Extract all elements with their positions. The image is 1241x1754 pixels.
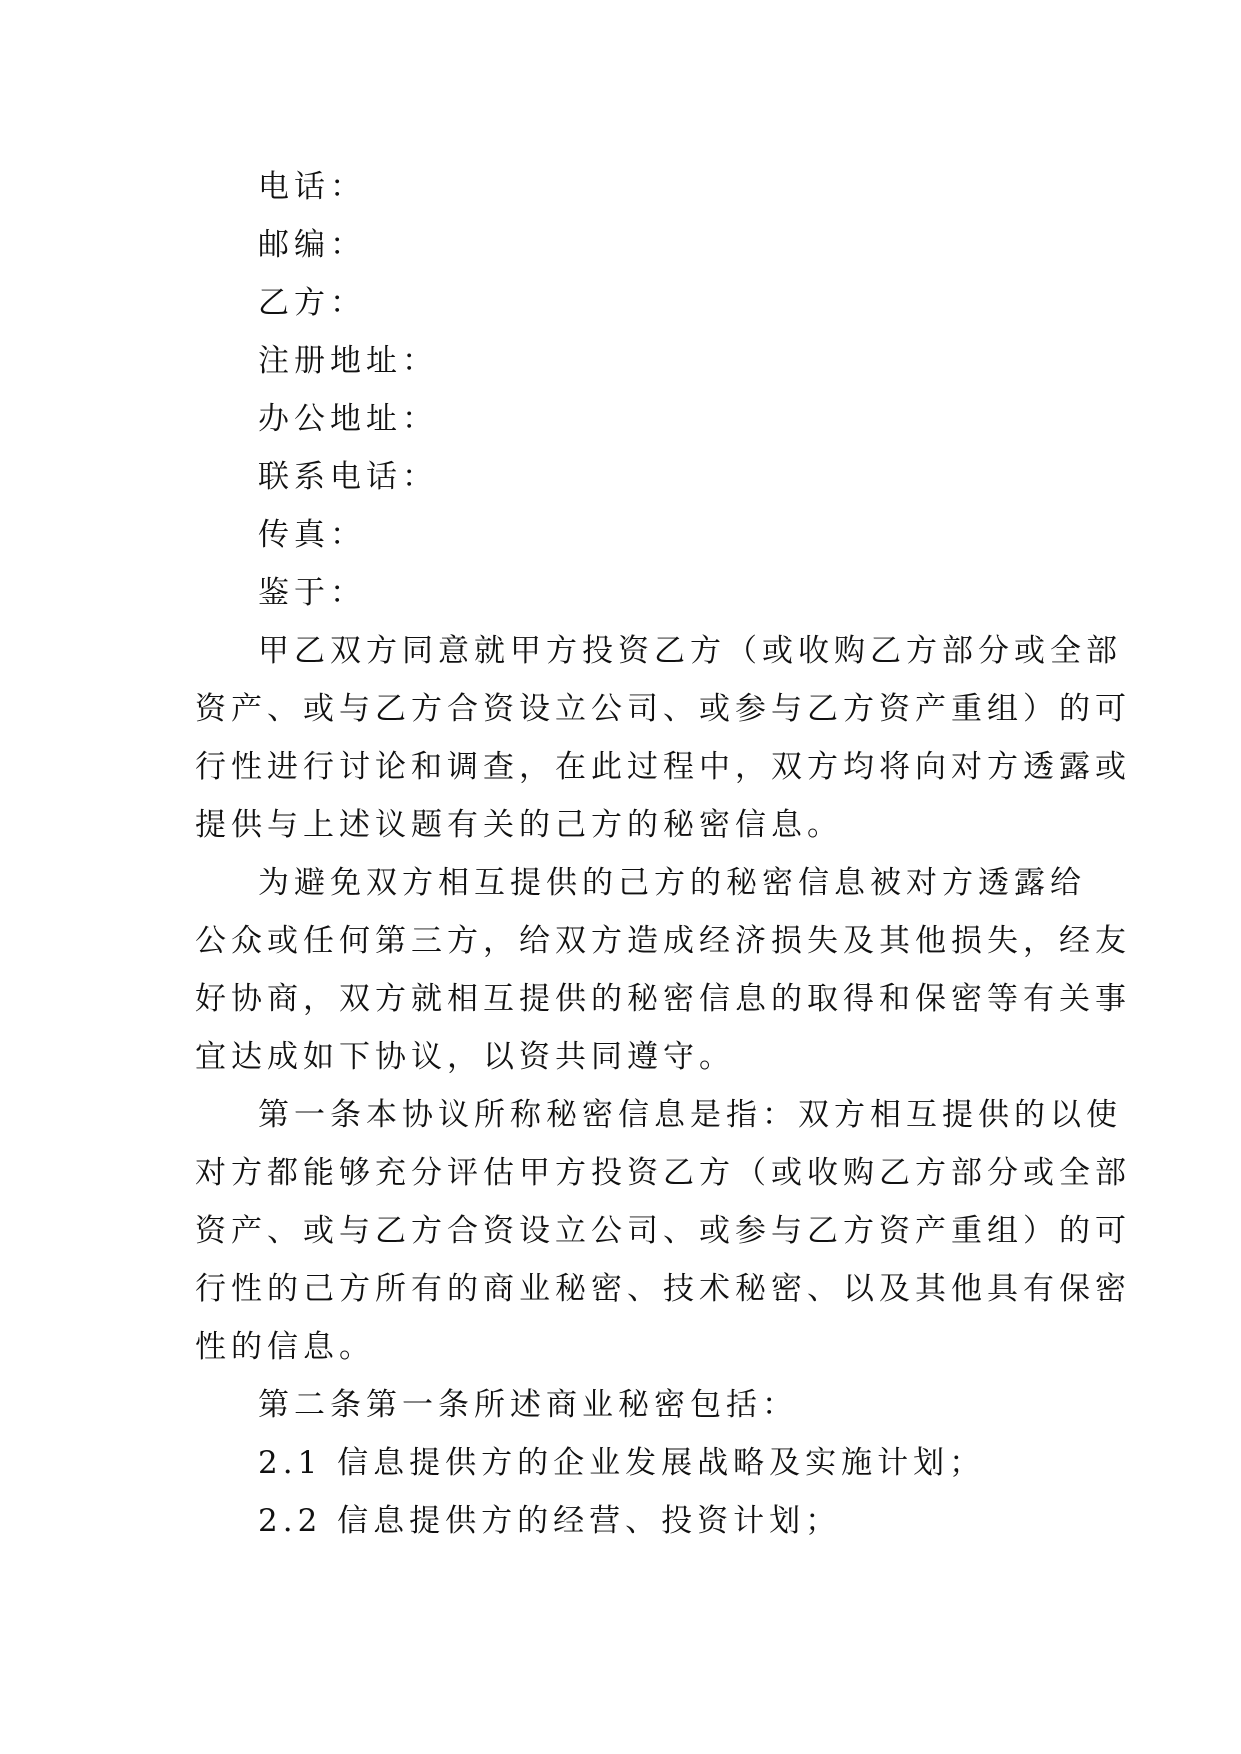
paragraph-line: 为避免双方相互提供的己方的秘密信息被对方透露给 bbox=[258, 865, 1086, 901]
postcode-field-label: 邮编： bbox=[258, 227, 366, 263]
article-one-line: 第一条本协议所称秘密信息是指：双方相互提供的以使 bbox=[258, 1097, 1122, 1133]
clause-2-2: 2.2 信息提供方的经营、投资计划； bbox=[258, 1503, 842, 1539]
fax-label: 传真： bbox=[258, 517, 366, 553]
clause-2-1: 2.1 信息提供方的企业发展战略及实施计划； bbox=[258, 1445, 986, 1481]
contact-phone-label: 联系电话： bbox=[258, 459, 438, 495]
paragraph-line: 提供与上述议题有关的己方的秘密信息。 bbox=[195, 807, 843, 843]
article-one-line: 性的信息。 bbox=[195, 1329, 375, 1365]
paragraph-line: 宜达成如下协议，以资共同遵守。 bbox=[195, 1039, 735, 1075]
paragraph-line: 资产、或与乙方合资设立公司、或参与乙方资产重组）的可 bbox=[195, 691, 1131, 727]
paragraph-line: 甲乙双方同意就甲方投资乙方（或收购乙方部分或全部 bbox=[258, 633, 1122, 669]
phone-field-label: 电话： bbox=[258, 169, 366, 205]
paragraph-line: 行性进行讨论和调查，在此过程中，双方均将向对方透露或 bbox=[195, 749, 1131, 785]
paragraph-line: 好协商，双方就相互提供的秘密信息的取得和保密等有关事 bbox=[195, 981, 1131, 1017]
article-one-line: 行性的己方所有的商业秘密、技术秘密、以及其他具有保密 bbox=[195, 1271, 1131, 1307]
article-one-line: 对方都能够充分评估甲方投资乙方（或收购乙方部分或全部 bbox=[195, 1155, 1131, 1191]
whereas-label: 鉴于： bbox=[258, 575, 366, 611]
office-address-label: 办公地址： bbox=[258, 401, 438, 437]
registered-address-label: 注册地址： bbox=[258, 343, 438, 379]
party-b-label: 乙方： bbox=[258, 285, 366, 321]
paragraph-line: 公众或任何第三方，给双方造成经济损失及其他损失，经友 bbox=[195, 923, 1131, 959]
article-one-line: 资产、或与乙方合资设立公司、或参与乙方资产重组）的可 bbox=[195, 1213, 1131, 1249]
article-two-heading: 第二条第一条所述商业秘密包括： bbox=[258, 1387, 798, 1423]
